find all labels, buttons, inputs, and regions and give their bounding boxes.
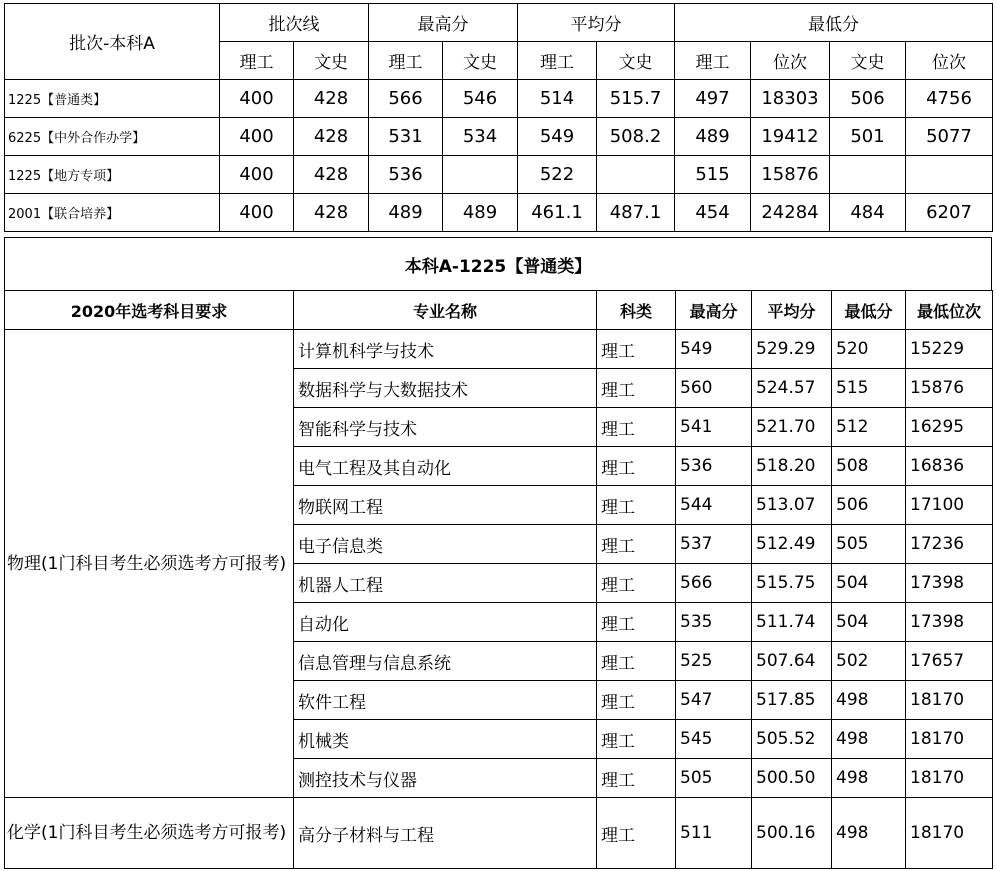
corner-header: 批次-本科A: [5, 4, 220, 80]
table-cell: 546: [443, 80, 518, 118]
table-cell: 19412: [751, 118, 830, 156]
min-rank: 18170: [906, 720, 993, 759]
group-header-avg: 平均分: [518, 4, 675, 42]
batch-label: 6225【中外合作办学】: [5, 118, 220, 156]
table-cell: 508.2: [597, 118, 675, 156]
subheader: 文史: [294, 42, 369, 80]
max-score: 547: [676, 681, 752, 720]
major-name: 软件工程: [294, 681, 597, 720]
min-rank: 17100: [906, 486, 993, 525]
avg-score: 524.57: [752, 369, 832, 408]
max-score: 525: [676, 642, 752, 681]
majors-body: [5, 330, 993, 869]
category: 理工: [597, 642, 676, 681]
batch-summary-table: [4, 3, 993, 232]
max-score: 536: [676, 447, 752, 486]
table-row: [5, 194, 993, 232]
min-score: 498: [832, 798, 906, 869]
table-cell: 428: [294, 194, 369, 232]
category: 理工: [597, 408, 676, 447]
max-score: 566: [676, 564, 752, 603]
major-name: 自动化: [294, 603, 597, 642]
table-cell: 24284: [751, 194, 830, 232]
subheader: 文史: [597, 42, 675, 80]
min-rank: 17236: [906, 525, 993, 564]
min-rank: 16295: [906, 408, 993, 447]
max-score: 560: [676, 369, 752, 408]
table-cell: 522: [518, 156, 597, 194]
avg-score: 518.20: [752, 447, 832, 486]
category: 理工: [597, 564, 676, 603]
min-score: 505: [832, 525, 906, 564]
max-score: 544: [676, 486, 752, 525]
table-cell: 487.1: [597, 194, 675, 232]
category: 理工: [597, 486, 676, 525]
section-title: 本科A-1225【普通类】: [5, 238, 992, 291]
min-score: 502: [832, 642, 906, 681]
major-name: 智能科学与技术: [294, 408, 597, 447]
avg-score: 529.29: [752, 330, 832, 369]
category: 理工: [597, 603, 676, 642]
min-rank: 15229: [906, 330, 993, 369]
min-score: 498: [832, 759, 906, 798]
table-cell: 534: [443, 118, 518, 156]
header-max: 最高分: [676, 291, 752, 330]
table-cell: 549: [518, 118, 597, 156]
subheader: 理工: [369, 42, 443, 80]
table-cell: 4756: [906, 80, 993, 118]
category: 理工: [597, 759, 676, 798]
batch-label: 1225【普通类】: [5, 80, 220, 118]
subheader: 理工: [220, 42, 294, 80]
min-score: 520: [832, 330, 906, 369]
min-rank: 17398: [906, 564, 993, 603]
category: 理工: [597, 525, 676, 564]
header-min: 最低分: [832, 291, 906, 330]
majors-table: [4, 290, 993, 869]
table-cell: 514: [518, 80, 597, 118]
table-cell: 400: [220, 118, 294, 156]
header-requirement: 2020年选考科目要求: [5, 291, 294, 330]
table-cell: 497: [675, 80, 751, 118]
group-header-min: 最低分: [675, 4, 993, 42]
avg-score: 500.50: [752, 759, 832, 798]
subheader: 理工: [518, 42, 597, 80]
header-avg: 平均分: [752, 291, 832, 330]
category: 理工: [597, 369, 676, 408]
table-cell: 428: [294, 80, 369, 118]
min-score: 504: [832, 603, 906, 642]
min-rank: 17657: [906, 642, 993, 681]
table-cell: 15876: [751, 156, 830, 194]
table-cell: 515.7: [597, 80, 675, 118]
header-min-rank: 最低位次: [906, 291, 993, 330]
header-major: 专业名称: [294, 291, 597, 330]
table-cell: 6207: [906, 194, 993, 232]
avg-score: 521.70: [752, 408, 832, 447]
batch-label: 1225【地方专项】: [5, 156, 220, 194]
group-header-max: 最高分: [369, 4, 518, 42]
table-row: [5, 118, 993, 156]
min-score: 508: [832, 447, 906, 486]
category: 理工: [597, 447, 676, 486]
avg-score: 511.74: [752, 603, 832, 642]
avg-score: 517.85: [752, 681, 832, 720]
table-cell: 18303: [751, 80, 830, 118]
table-row: [5, 330, 993, 369]
table-cell: 531: [369, 118, 443, 156]
table-cell: [830, 156, 906, 194]
table-cell: 400: [220, 194, 294, 232]
table-cell: 506: [830, 80, 906, 118]
min-rank: 18170: [906, 759, 993, 798]
subheader: 位次: [751, 42, 830, 80]
avg-score: 515.75: [752, 564, 832, 603]
table-cell: 536: [369, 156, 443, 194]
table-cell: 461.1: [518, 194, 597, 232]
table-cell: 566: [369, 80, 443, 118]
min-rank: 17398: [906, 603, 993, 642]
subject-requirement: 物理(1门科目考生必须选考方可报考): [5, 330, 294, 798]
major-name: 机械类: [294, 720, 597, 759]
table-cell: 428: [294, 118, 369, 156]
max-score: 505: [676, 759, 752, 798]
avg-score: 513.07: [752, 486, 832, 525]
min-rank: 16836: [906, 447, 993, 486]
table-cell: [906, 156, 993, 194]
max-score: 511: [676, 798, 752, 869]
min-rank: 18170: [906, 681, 993, 720]
table-cell: 489: [369, 194, 443, 232]
table-cell: 5077: [906, 118, 993, 156]
min-score: 506: [832, 486, 906, 525]
subheader: 文史: [443, 42, 518, 80]
major-name: 测控技术与仪器: [294, 759, 597, 798]
min-score: 498: [832, 681, 906, 720]
table-cell: 400: [220, 156, 294, 194]
subheader: 理工: [675, 42, 751, 80]
min-score: 504: [832, 564, 906, 603]
table-row: [5, 156, 993, 194]
major-name: 高分子材料与工程: [294, 798, 597, 869]
avg-score: 507.64: [752, 642, 832, 681]
min-rank: 15876: [906, 369, 993, 408]
table-cell: 428: [294, 156, 369, 194]
header-category: 科类: [597, 291, 676, 330]
table-cell: [443, 156, 518, 194]
max-score: 537: [676, 525, 752, 564]
major-name: 计算机科学与技术: [294, 330, 597, 369]
table-cell: 454: [675, 194, 751, 232]
major-name: 信息管理与信息系统: [294, 642, 597, 681]
min-score: 515: [832, 369, 906, 408]
table-cell: 501: [830, 118, 906, 156]
subheader: 文史: [830, 42, 906, 80]
subject-requirement: 化学(1门科目考生必须选考方可报考): [5, 798, 294, 869]
max-score: 541: [676, 408, 752, 447]
table-cell: 400: [220, 80, 294, 118]
category: 理工: [597, 681, 676, 720]
min-score: 498: [832, 720, 906, 759]
table-cell: [597, 156, 675, 194]
min-score: 512: [832, 408, 906, 447]
avg-score: 512.49: [752, 525, 832, 564]
min-rank: 18170: [906, 798, 993, 869]
majors-header-row: [5, 291, 993, 330]
group-header-cutoff: 批次线: [220, 4, 369, 42]
major-name: 电气工程及其自动化: [294, 447, 597, 486]
major-name: 电子信息类: [294, 525, 597, 564]
avg-score: 505.52: [752, 720, 832, 759]
table-cell: 489: [675, 118, 751, 156]
table-cell: 489: [443, 194, 518, 232]
max-score: 535: [676, 603, 752, 642]
subheader: 位次: [906, 42, 993, 80]
major-name: 机器人工程: [294, 564, 597, 603]
section-title-table: [4, 237, 992, 291]
table-cell: 515: [675, 156, 751, 194]
major-name: 物联网工程: [294, 486, 597, 525]
max-score: 545: [676, 720, 752, 759]
avg-score: 500.16: [752, 798, 832, 869]
category: 理工: [597, 720, 676, 759]
batch-label: 2001【联合培养】: [5, 194, 220, 232]
table-row: [5, 80, 993, 118]
table-row: [5, 798, 993, 869]
category: 理工: [597, 330, 676, 369]
max-score: 549: [676, 330, 752, 369]
major-name: 数据科学与大数据技术: [294, 369, 597, 408]
category: 理工: [597, 798, 676, 869]
table-cell: 484: [830, 194, 906, 232]
